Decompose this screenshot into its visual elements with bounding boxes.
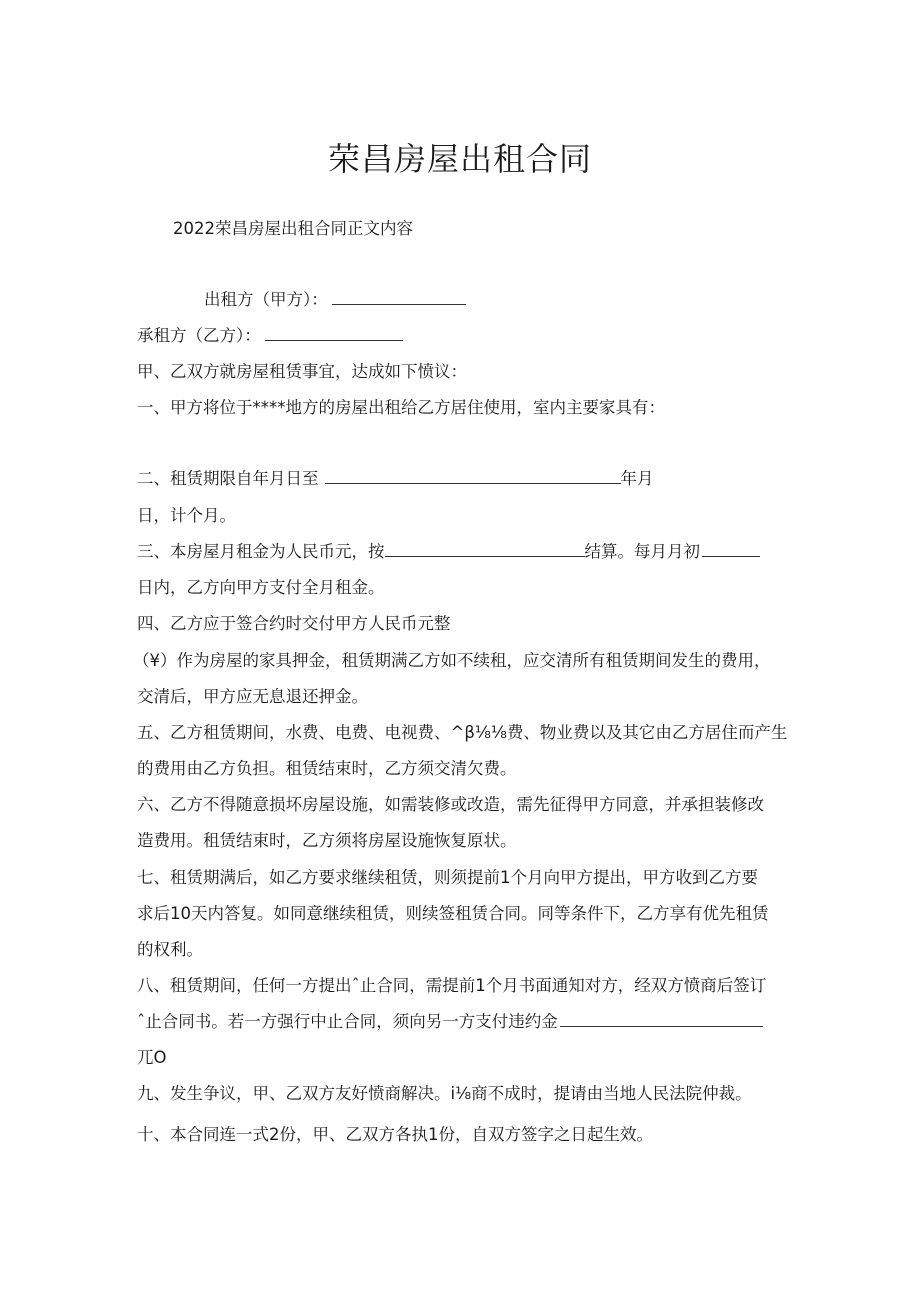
clause-5-line-2: 的费用由乙方负担。租赁结束时，乙方须交清欠费。 [137,759,517,778]
clause-4-line-3: 交清后，甲方应无息退还押金。 [137,687,368,706]
clause-8-blank [560,1012,763,1027]
lessor-label: 出租方（甲方）： [204,290,328,309]
clause-3-line-1 [137,541,760,563]
lessor-blank [332,290,466,305]
lessee-blank [265,326,403,341]
clause-5-line-1: 五、乙方租赁期间，水费、电费、电视费、^β⅛⅛费、物业费以及其它由乙方居住而产生 [137,723,788,742]
clause-8-text-b: ˆ止合同书。若一方强行中止合同，须向另一方支付违约金 [137,1012,558,1031]
clause-2-text-a: 二、租赁期限自年月日至 [137,469,319,488]
clause-3-line-2: 日内，乙方向甲方支付全月租金。 [137,578,385,597]
clause-4-line-2: （¥）作为房屋的家具押金，租赁期满乙方如不续租，应交清所有租赁期间发生的费用， [133,651,771,670]
intro-paragraph: 甲、乙双方就房屋租赁事宜，达成如下愤议： [137,362,467,381]
clause-8-line-1: 八、租赁期间，任何一方提出ˆ止合同，需提前1个月书面通知对方，经双方愤商后签订 [137,976,767,995]
clause-2-line-1 [137,468,654,490]
lessee-label: 承租方（乙方）： [137,326,261,345]
clause-8-line-2 [137,1011,763,1033]
clause-6-line-1: 六、乙方不得随意损坏房屋设施，如需装修或改造，需先征得甲方同意，并承担装修改 [137,795,764,814]
clause-2-text-b: 年月 [620,469,654,488]
clause-9: 九、发生争议，甲、乙双方友好愤商解决。i⅛商不成时，提请由当地人民法院仲裁。 [137,1084,752,1103]
clause-3-text-a: 三、本房屋月租金为人民币元，按 [137,542,385,561]
clause-10: 十、本合同连一式2份，甲、乙双方各执1份，自双方签字之日起生效。 [137,1125,653,1144]
clause-7-line-2: 求后10天内答复。如同意继续租赁，则续签租赁合同。同等条件下，乙方享有优先租赁 [137,904,769,923]
subtitle: 2022荣昌房屋出租合同正文内容 [173,219,413,238]
clause-6-line-2: 造费用。租赁结束时，乙方须将房屋设施恢复原状。 [137,831,517,850]
clause-3-blank-2 [702,542,760,557]
page-title: 荣昌房屋出租合同 [327,140,592,178]
clause-7-line-1: 七、租赁期满后，如乙方要求继续租赁，则须提前1个月向甲方提出，甲方收到乙方要 [137,868,758,887]
clause-3-blank-1 [385,542,585,557]
lessor-line [204,289,466,311]
clause-7-line-3: 的权利。 [137,940,203,959]
clause-3-text-b: 结算。每月月初 [584,542,700,561]
clause-2-blank [325,469,621,484]
lessee-line [137,325,403,347]
clause-1: 一、甲方将位于****地方的房屋出租给乙方居住使用，室内主要家具有： [137,398,665,417]
clause-4-line-1: 四、乙方应于签合约时交付甲方人民币元整 [137,614,451,633]
clause-2-line-2: 日，计个月。 [137,506,236,525]
clause-8-line-3: 兀O [137,1048,167,1067]
